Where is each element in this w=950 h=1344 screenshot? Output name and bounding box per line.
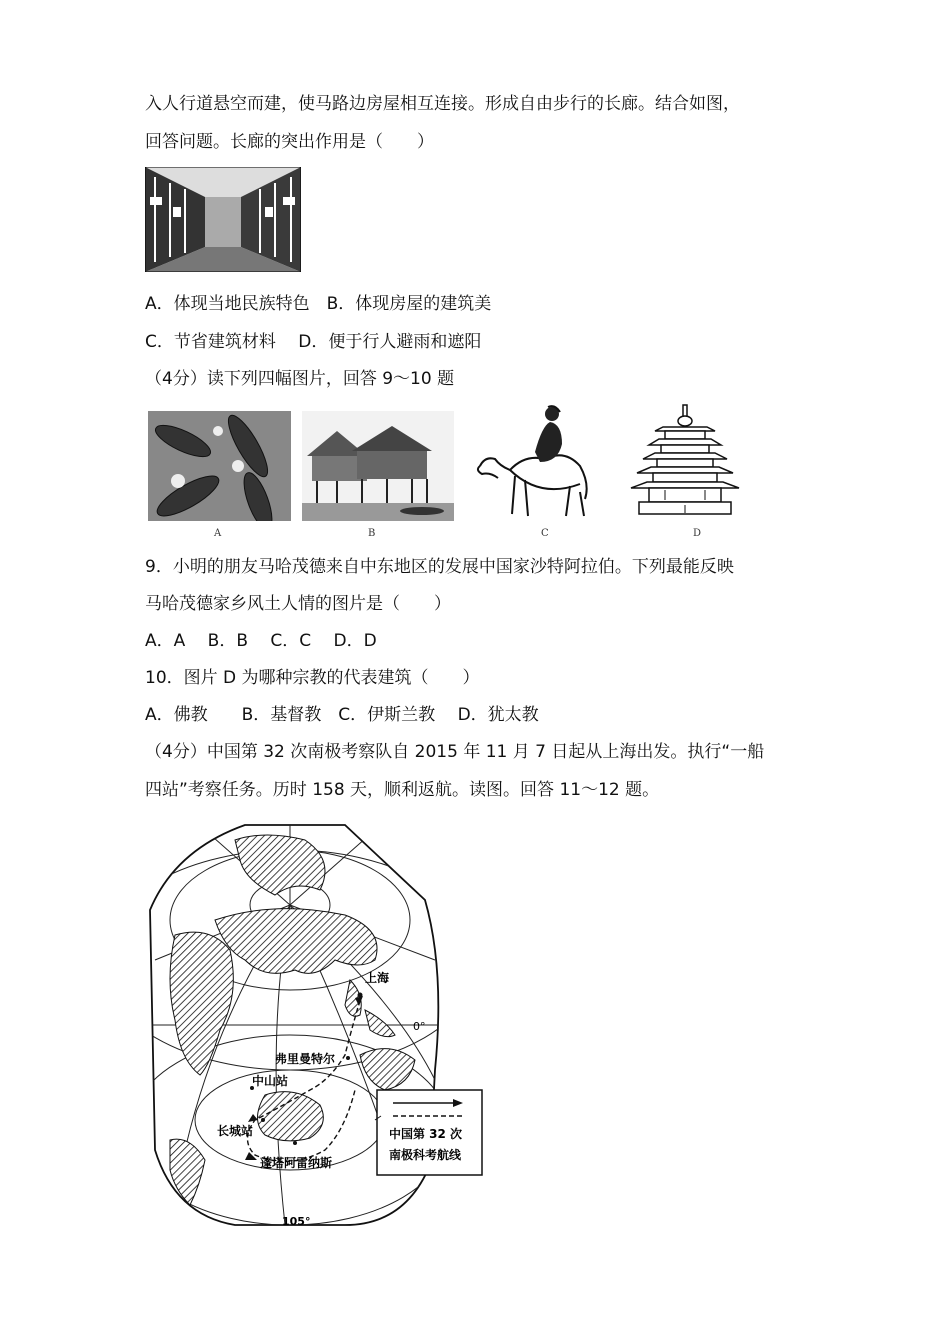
picture-a-floating-market — [148, 411, 291, 521]
q9-options: A．A B．B C．C D．D — [145, 631, 377, 651]
q11-12-intro-line2: 四站”考察任务。历时 158 天，顺利返航。读图。回答 11～12 题。 — [145, 780, 660, 800]
q8-text-line1: 入人行道悬空而建，使马路边房屋相互连接。形成自由步行的长廊。结合如图， — [145, 94, 740, 114]
label-equator: 0° — [413, 1020, 426, 1033]
q9-10-intro: （4分）读下列四幅图片，回答 9～10 题 — [145, 369, 455, 389]
caption-b: B — [368, 528, 376, 539]
q9-line2: 马哈茂德家乡风土人情的图片是（ ） — [145, 594, 451, 614]
label-105-meridian: 105° — [282, 1215, 311, 1228]
q11-12-intro-line1: （4分）中国第 32 次南极考察队自 2015 年 11 月 7 日起从上海出发。执行“一船 — [145, 742, 765, 762]
legend-line2: 南极科考航线 — [389, 1148, 462, 1162]
label-fremantle: 弗里曼特尔 — [275, 1052, 336, 1066]
arcade-street-photo — [145, 167, 301, 272]
label-shanghai: 上海 — [365, 971, 390, 985]
caption-d: D — [693, 528, 702, 539]
q8-text-line2: 回答问题。长廊的突出作用是（ ） — [145, 132, 434, 152]
q10-question: 10．图片 D 为哪种宗教的代表建筑（ ） — [145, 668, 480, 688]
picture-d-pagoda — [625, 403, 745, 523]
map-legend — [375, 1090, 482, 1175]
label-punta-arenas: 蓬塔阿雷纳斯 — [260, 1156, 333, 1170]
picture-b-stilt-houses — [302, 411, 454, 521]
q8-options-row1: A．体现当地民族特色 B．体现房屋的建筑美 — [145, 294, 492, 314]
picture-c-camel-rider — [470, 404, 600, 522]
legend-line1: 中国第 32 次 — [389, 1127, 463, 1141]
caption-c: C — [541, 528, 549, 539]
antarctic-route-map — [145, 820, 490, 1240]
q9-line1: 9．小明的朋友马哈茂德来自中东地区的发展中国家沙特阿拉伯。下列最能反映 — [145, 557, 734, 577]
label-changcheng: 长城站 — [217, 1124, 254, 1138]
q8-options-row2: C．节省建筑材料 D．便于行人避雨和遮阳 — [145, 332, 482, 352]
q10-options: A．佛教 B．基督教 C．伊斯兰教 D．犹太教 — [145, 705, 539, 725]
label-zhongshan: 中山站 — [252, 1074, 289, 1088]
caption-a: A — [214, 528, 222, 539]
